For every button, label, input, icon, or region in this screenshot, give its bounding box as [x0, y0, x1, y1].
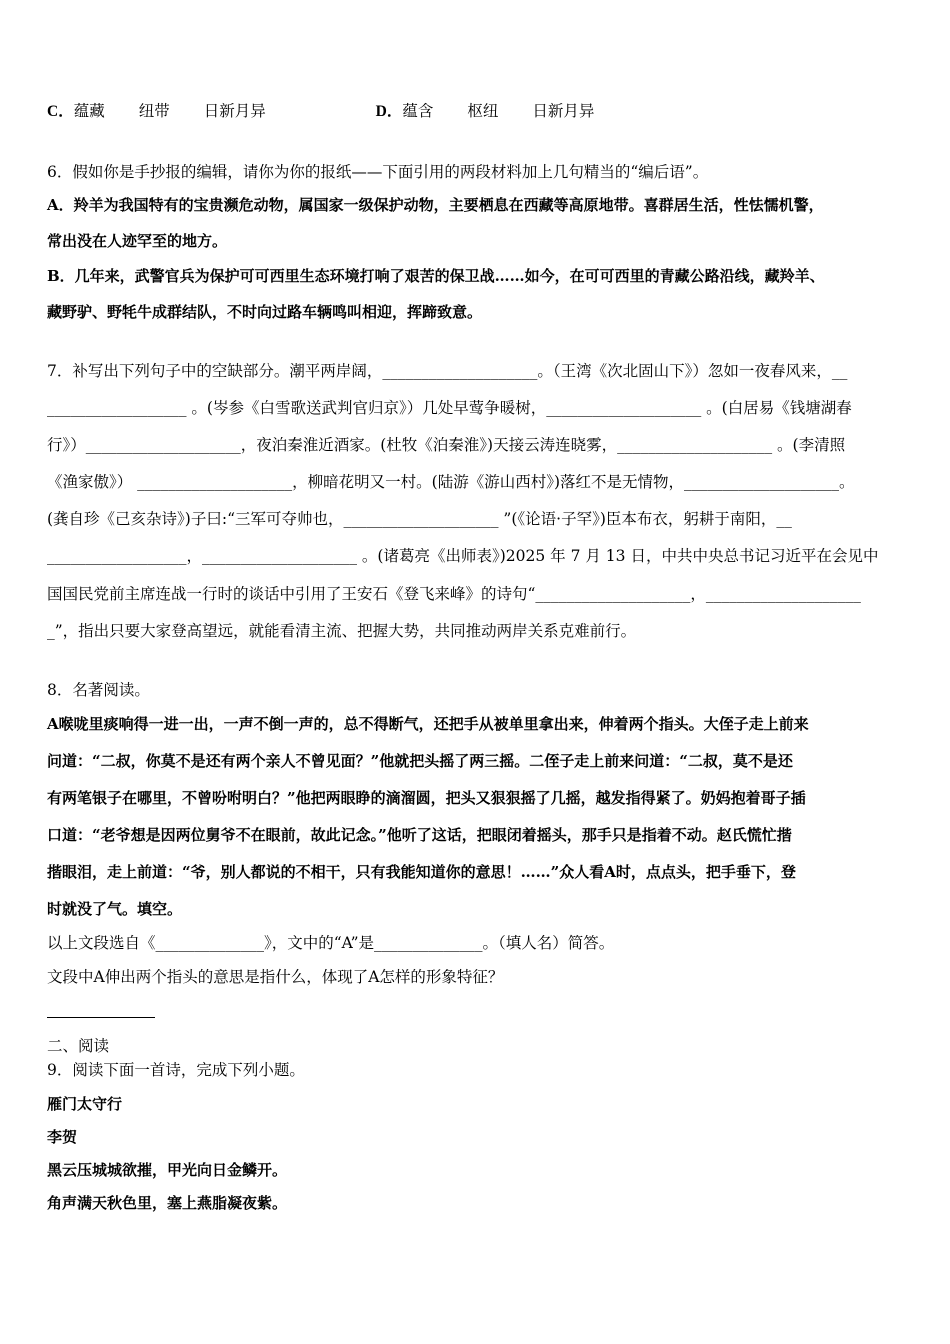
q7-line: 行》）____________________，夜泊秦淮近酒家。(杜牧《泊秦淮》)天接云涛连晓雾，____________________ 。(李清照 [47, 436, 846, 454]
q9-stem: 9．阅读下面一首诗，完成下列小题。 [47, 1061, 305, 1079]
section-heading: 二、阅读 [47, 1037, 110, 1055]
option-word: 蕴含 [402, 102, 434, 120]
option-word: 日新月异 [532, 102, 595, 120]
q8-passage-line: 问道：“二叔，你莫不是还有两个亲人不曾见面？”他就把头摇了两三摇。二侄子走上前来问道：“二叔，莫不是还 [47, 752, 793, 770]
q6-material-b-line-2: 藏野驴、野牦牛成群结队，不时向过路车辆鸣叫相迎，挥蹄致意。 [47, 303, 483, 321]
q5-options-row [47, 101, 594, 122]
q6-material-b-line-1: B．几年来，武警官兵为保护可可西里生态环境打响了艰苦的保卫战……如今，在可可西里的青藏公路沿线，藏羚羊、 [47, 267, 825, 285]
q7-line: (龚自珍《己亥杂诗》)子曰:“三军可夺帅也，____________________ ”(《论语·子罕》)臣本布衣，躬耕于南阳，__ [47, 510, 792, 528]
section-divider [47, 1017, 155, 1018]
q8-passage-line: 有两笔银子在哪里，不曾吩咐明白？”他把两眼睁的滴溜圆，把头又狠狠摇了几摇，越发指得紧了。奶妈抱着哥子插 [47, 789, 806, 807]
option-word: 枢纽 [467, 102, 499, 120]
option-label: C． [47, 103, 74, 120]
q8-passage-line: 揩眼泪，走上前道：“爷，别人都说的不相干，只有我能知道你的意思！……”众人看A时，点点头，把手垂下，登 [47, 863, 796, 881]
q8-passage-line: 口道：“老爷想是因两位舅爷不在眼前，故此记念。”他听了这话，把眼闭着摇头，那手只是指着不动。赵氏慌忙揩 [47, 826, 792, 844]
poem-line: 黑云压城城欲摧，甲光向日金鳞开。 [47, 1161, 288, 1179]
poem-title: 雁门太守行 [47, 1095, 123, 1113]
q7-line: _”，指出只要大家登高望远，就能看清主流、把握大势，共同推动两岸关系克难前行。 [47, 622, 637, 640]
q8-short-answer-question: 文段中A伸出两个指头的意思是指什么，体现了A怎样的形象特征？ [47, 968, 504, 986]
q8-passage-line: A喉咙里痰响得一进一出，一声不倒一声的，总不得断气，还把手从被单里拿出来，伸着两个指头。大侄子走上前来 [47, 715, 809, 733]
q5-option-d [376, 101, 595, 122]
option-label: D． [375, 103, 403, 120]
q5-option-c [47, 101, 266, 122]
q8-title: 8．名著阅读。 [47, 681, 150, 699]
q8-fill-in-line: 以上文段选自《______________》，文中的“A”是______________。（填人名）简答。 [47, 934, 615, 952]
q6-material-a-line-1: A．羚羊为我国特有的宝贵濒危动物，属国家一级保护动物，主要栖息在西藏等高原地带。喜群居生活，性怯懦机警， [47, 196, 824, 214]
q8-passage-line: 时就没了气。填空。 [47, 900, 183, 918]
option-word: 蕴藏 [73, 102, 105, 120]
q7-line: __________________ 。(岑参《白雪歌送武判官归京》）几处早莺争暖树，____________________ 。(白居易《钱塘湖春 [47, 399, 852, 417]
q7-line: 《渔家傲》） ____________________，柳暗花明又一村。(陆游《游山西村》)落红不是无情物，____________________。 [47, 473, 855, 491]
q7-line: __________________，____________________ 。(诸葛亮《出师表》)2025 年 7 月 13 日，中共中央总书记习近平在会见中 [47, 547, 879, 565]
q6-stem: 6．假如你是手抄报的编辑，请你为你的报纸——下面引用的两段材料加上几句精当的“编后语”。 [47, 163, 709, 181]
q7-line: 7．补写出下列句子中的空缺部分。潮平两岸阔，____________________。（王湾《次北固山下》）忽如一夜春风来，__ [47, 362, 848, 380]
option-word: 纽带 [138, 102, 170, 120]
poem-line: 角声满天秋色里，塞上燕脂凝夜紫。 [47, 1194, 288, 1212]
option-word: 日新月异 [203, 102, 266, 120]
q6-material-a-line-2: 常出没在人迹罕至的地方。 [47, 232, 228, 250]
poem-author: 李贺 [47, 1128, 78, 1146]
q7-line: 国国民党前主席连战一行时的谈话中引用了王安石《登飞来峰》的诗句“____________________，____________________ [47, 585, 861, 603]
